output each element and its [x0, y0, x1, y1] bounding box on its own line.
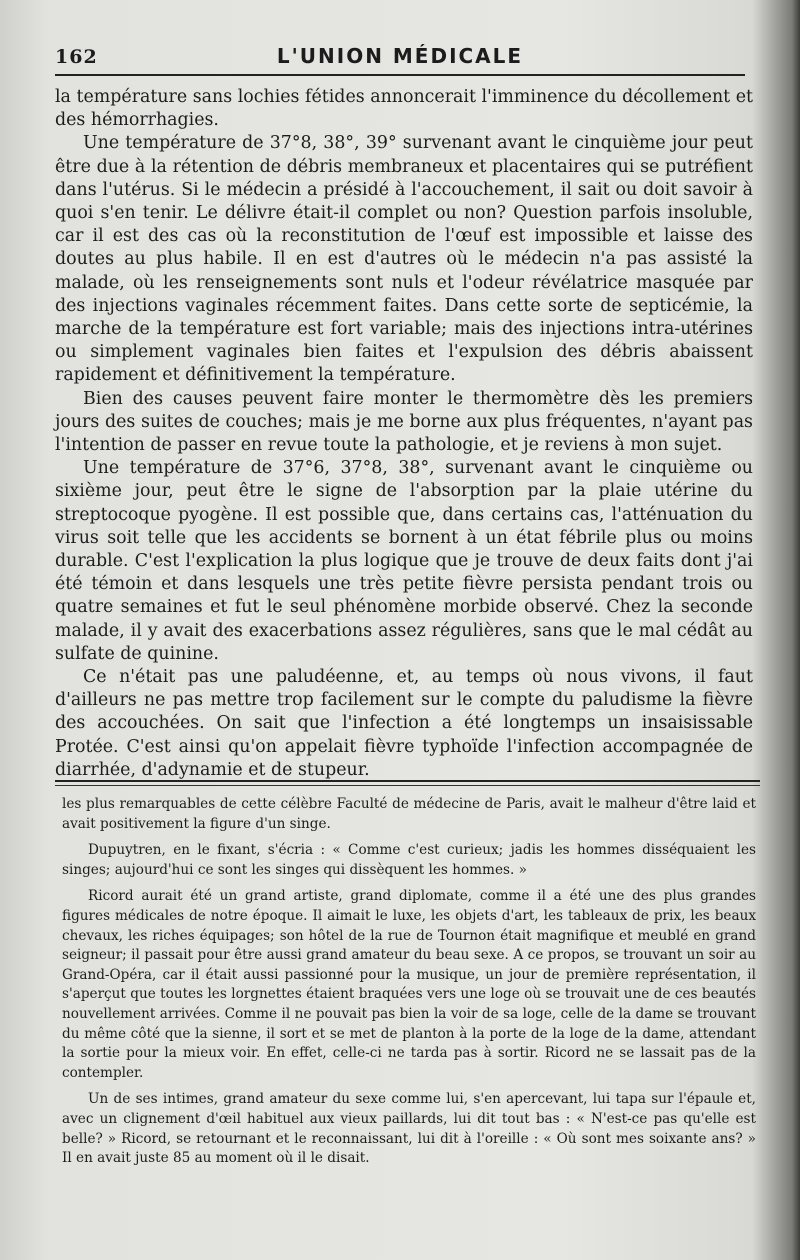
page-header	[55, 40, 745, 76]
paragraph-retention-debris: Une température de 37°8, 38°, 39° survenant avant le cinquième jour peut être due à la rétention de débris membraneux et placentaires qui se putréfient dans l'utérus. Si le médecin a présidé à l'accouchement, il sait ou doit savoir à quoi s'en tenir. Le délivre était-il complet ou non? Question parfois insoluble, car il est des cas où la reconstitution de l'œuf est impossible et laisse des doutes au plus habile. Il en est d'autres où le médecin n'a pas assisté la malade, où les renseignements sont nuls et l'odeur révélatrice masquée par des injections vaginales récemment faites. Dans cette sorte de septicémie, la marche de la température est fort variable; mais des injections intra-utérines ou simplement vaginales bien faites et l'expulsion des débris abaissent rapidement et définitivement la température.	[55, 133, 753, 386]
footnote-dupuytren: Dupuytren, en le fixant, s'écria : « Comme c'est curieux; jadis les hommes disséquaient les singes; aujourd'hui ce sont les singes qui dissèquent les hommes. »	[62, 842, 756, 878]
running-title: L'UNION MÉDICALE	[276, 44, 524, 68]
footnote-section	[62, 795, 756, 1176]
footnote-continuation: les plus remarquables de cette célèbre Faculté de médecine de Paris, avait le malheur d'être laid et avait positivement la figure d'un singe.	[62, 796, 756, 832]
paragraph-paludeenne: Ce n'était pas une paludéenne, et, au temps où nous vivons, il faut d'ailleurs ne pas mettre trop facilement sur le compte du paludisme la fièvre des accouchées. On sait que l'infection a été longtemps un insaisissable Protée. C'est ainsi qu'on appelait fièvre typhoïde l'infection accompagnée de diarrhée, d'adynamie et de stupeur.	[55, 667, 753, 780]
footnote-divider	[55, 780, 760, 782]
page-number: 162	[55, 46, 98, 68]
paragraph-streptocoque: Une température de 37°6, 37°8, 38°, survenant avant le cinquième ou sixième jour, peut être le signe de l'absorption par la plaie utérine du streptocoque pyogène. Il est possible que, dans certains cas, l'atténuation du virus soit telle que les accidents se bornent à un état fébrile plus ou moins durable. C'est l'explication la plus logique que je trouve de deux faits dont j'ai été témoin et dans lesquels une très petite fièvre persista pendant trois ou quatre semaines et fut le seul phénomène morbide observé. Chez la seconde malade, il y avait des exacerbations assez régulières, sans que le mal cédât au sulfate de quinine.	[55, 458, 753, 664]
main-text	[55, 86, 753, 782]
footnote-ricord: Ricord aurait été un grand artiste, grand diplomate, comme il a été une des plus grandes figures médicales de notre époque. Il aimait le luxe, les objets d'art, les tableaux de prix, les beaux chevaux, les riches équipages; son hôtel de la rue de Tournon était magnifique et meublé en grand seigneur; il passait pour être aussi grand amateur du beau sexe. A ce propos, se trouvant un soir au Grand-Opéra, car il était aussi passionné pour la musique, un jour de première représentation, il s'aperçut que toutes les lorgnettes étaient braquées vers une loge où se trouvait une de ces beautés nouvellement arrivées. Comme il ne pouvait pas bien la voir de sa loge, celle de la dame se trouvant du même côté que la sienne, il sort et se met de planton à la porte de la loge de la dame, attendant la sortie pour la mieux voir. En effet, celle-ci ne tarda pas à sortir. Ricord ne se lassait pas de la contempler.	[62, 888, 756, 1081]
footnote-intimes: Un de ses intimes, grand amateur du sexe comme lui, s'en apercevant, lui tapa sur l'épaule et, avec un clignement d'œil habituel aux vieux paillards, lui dit tout bas : « N'est-ce pas qu'elle est belle? » Ricord, se retournant et le reconnaissant, lui dit à l'oreille : « Où sont mes soixante ans? » Il en avait juste 85 au moment où il le disait.	[62, 1091, 756, 1167]
footnote-divider-thin	[55, 785, 760, 786]
paragraph-causes: Bien des causes peuvent faire monter le thermomètre dès les premiers jours des suites de couches; mais je me borne aux plus fréquentes, n'ayant pas l'intention de passer en revue toute la pathologie, et je reviens à mon sujet.	[55, 388, 753, 456]
paragraph-continuation: la température sans lochies fétides annoncerait l'imminence du décollement et des hémorrhagies.	[55, 87, 753, 131]
